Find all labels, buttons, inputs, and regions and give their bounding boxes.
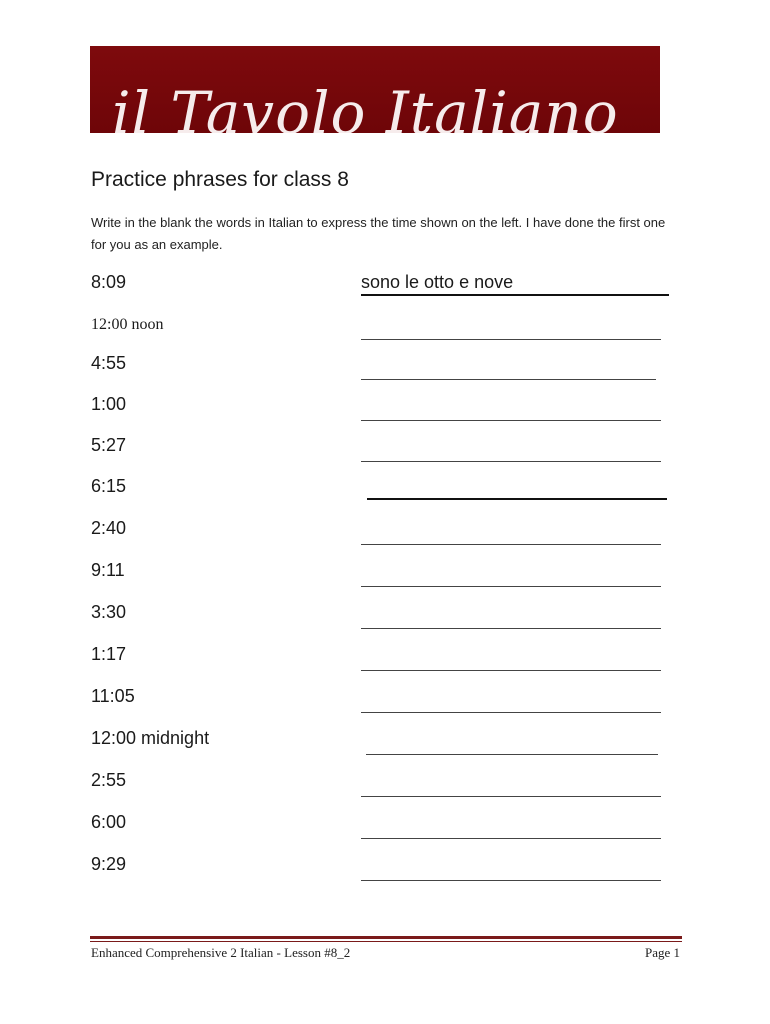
practice-row-9 (0, 602, 770, 632)
answer-blank[interactable] (361, 319, 661, 340)
practice-row-7 (0, 518, 770, 548)
practice-row-6 (0, 476, 770, 506)
answer-blank[interactable] (361, 566, 661, 587)
time-label: 3:30 (91, 602, 127, 622)
logo-text: il Tavolo Italiano (112, 79, 619, 133)
practice-row-8 (0, 560, 770, 590)
answer-blank[interactable] (361, 650, 661, 671)
time-label: 9:11 (91, 560, 125, 580)
answer-blank[interactable] (361, 400, 661, 421)
time-label: 1:17 (91, 644, 127, 664)
time-label: 11:05 (91, 686, 135, 706)
footer-rule-thin (90, 941, 682, 942)
practice-row-10 (0, 644, 770, 674)
practice-row-13 (0, 770, 770, 800)
answer-blank[interactable] (366, 734, 658, 755)
page-title: Practice phrases for class 8 (91, 168, 349, 191)
answer-blank[interactable] (361, 776, 661, 797)
answer-blank[interactable] (361, 860, 661, 881)
footer-rule (90, 936, 682, 939)
time-label: 12:00 noon (91, 316, 164, 333)
time-label: 12:00 midnight (91, 728, 210, 748)
practice-row-5 (0, 435, 770, 465)
il-tavolo-italiano-logo-banner (90, 46, 660, 133)
answer-blank[interactable] (361, 818, 661, 839)
practice-row-3 (0, 353, 770, 383)
page-number: Page 1 (644, 945, 680, 960)
answer-blank[interactable] (361, 524, 661, 545)
answer-blank[interactable] (367, 476, 667, 500)
practice-row-2 (0, 313, 770, 343)
time-label: 8:09 (91, 272, 127, 292)
time-label: 1:00 (91, 394, 127, 414)
practice-row-12 (0, 728, 770, 758)
time-label: 6:15 (91, 476, 127, 496)
answer-blank[interactable] (361, 692, 661, 713)
time-label: 6:00 (91, 812, 127, 832)
answer-blank[interactable] (361, 441, 661, 462)
instructions: Write in the blank the words in Italian to express the time shown on the left. I have done the first one for you as an example. (91, 215, 666, 252)
answer-blank[interactable] (361, 608, 661, 629)
practice-row-15 (0, 854, 770, 884)
time-label: 5:27 (91, 435, 127, 455)
practice-row-1 (0, 272, 770, 302)
time-label: 2:55 (91, 770, 127, 790)
answer-blank[interactable]: sono le otto e nove (361, 272, 669, 296)
answer-blank[interactable] (361, 359, 656, 380)
practice-row-14 (0, 812, 770, 842)
practice-row-4 (0, 394, 770, 424)
time-label: 4:55 (91, 353, 127, 373)
time-label: 9:29 (91, 854, 127, 874)
footer-course-title: Enhanced Comprehensive 2 Italian - Lesson #8_2 (91, 945, 351, 960)
time-label: 2:40 (91, 518, 127, 538)
practice-row-11 (0, 686, 770, 716)
